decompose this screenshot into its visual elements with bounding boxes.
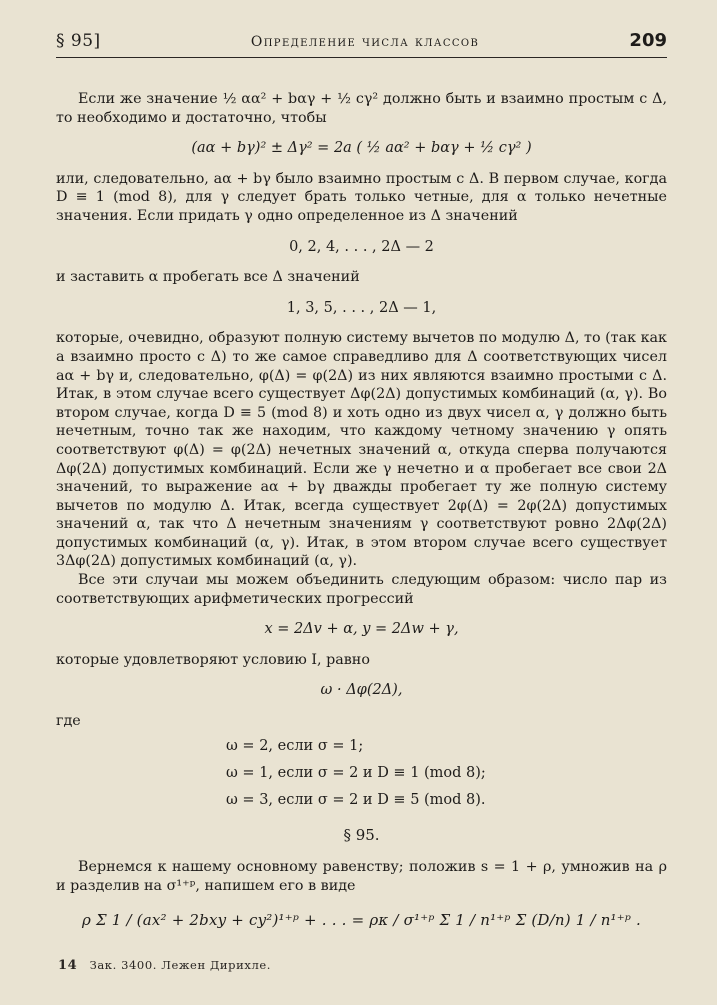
sheet-number: 14 bbox=[58, 958, 78, 973]
page-number: 209 bbox=[629, 30, 667, 51]
formula-3: 1, 3, 5, . . . , 2Δ — 1, bbox=[286, 299, 437, 316]
paragraph-7: Вернемся к нашему основному равенству; положив s = 1 + ρ, умножив на ρ и разделив на σ¹⁺ᵖ, напишем его в виде bbox=[56, 859, 667, 894]
case-2: ω = 1, если σ = 2 и D ≡ 1 (mod 8); bbox=[226, 764, 486, 781]
case-1: ω = 2, если σ = 1; bbox=[226, 737, 364, 754]
paragraph-5: Все эти случаи мы можем объединить следующим образом: число пар из соответствующих арифметических прогрессий bbox=[56, 572, 667, 607]
page-body bbox=[56, 90, 667, 930]
formula-2: 0, 2, 4, . . . , 2Δ — 2 bbox=[289, 238, 434, 255]
running-header bbox=[56, 24, 667, 58]
formula-5: ω · Δφ(2Δ), bbox=[320, 682, 403, 699]
paragraph-2: или, следовательно, aα + bγ было взаимно простым с Δ. В первом случае, когда D ≡ 1 (mod 8), для γ следует брать только четные, для α только нечетные значения. Если придать γ одно определенное из Δ значений bbox=[56, 170, 667, 224]
paragraph-3: и заставить α пробегать все Δ значений bbox=[56, 269, 360, 286]
paragraph-1: Если же значение ½ αα² + bαγ + ½ cγ² должно быть и взаимно простым с Δ, то необходимо и достаточно, чтобы bbox=[56, 91, 667, 126]
footer-text: Зак. 3400. Лежен Дирихле. bbox=[89, 958, 272, 972]
formula-4: x = 2Δv + α, y = 2Δw + γ, bbox=[264, 621, 459, 638]
cases-block bbox=[226, 733, 667, 814]
printer-footer bbox=[58, 958, 271, 973]
header-section: § 95] bbox=[56, 31, 101, 51]
where-label: где bbox=[56, 713, 81, 730]
header-title: Определение числа классов bbox=[250, 34, 480, 50]
paragraph-6: которые удовлетворяют условию I, равно bbox=[56, 651, 370, 668]
section-heading: § 95. bbox=[343, 825, 380, 844]
paragraph-4: которые, очевидно, образуют полную систему вычетов по модулю Δ, то (так как a взаимно просто с Δ) то же самое справедливо для Δ соответствующих чисел aα + bγ и, следовательно, φ(Δ) = φ(2Δ) из них являются взаимно простыми с Δ. Итак, в этом случае всего существует Δφ(2Δ) допустимых комбинаций (α, γ). Во втором случае, когда D ≡ 5 (mod 8) и хоть одно из двух чисел α, γ должно быть нечетным, точно так же находим, что каждому четному значению γ опять соответствуют φ(Δ) = φ(2Δ) нечетных значений α, откуда сперва получаются Δφ(2Δ) допустимых комбинаций. Если же γ нечетно и α пробегает все свои 2Δ значений, то выражение aα + bγ дважды пробегает ту же полную систему вычетов по модулю Δ. Итак, всегда существует 2φ(Δ) = 2φ(2Δ) допустимых значений α, так что Δ нечетным значениям γ соответствуют ровно 2Δφ(2Δ) допустимых комбинаций (α, γ). Итак, в этом втором случае всего существует 3Δφ(2Δ) допустимых комбинаций (α, γ). bbox=[56, 330, 667, 570]
case-3: ω = 3, если σ = 2 и D ≡ 5 (mod 8). bbox=[226, 791, 486, 808]
formula-6: ρ Σ 1 / (ax² + 2bxy + cy²)¹⁺ᵖ + . . . = ρκ / σ¹⁺ᵖ Σ 1 / n¹⁺ᵖ Σ (D/n) 1 / n¹⁺ᵖ . bbox=[81, 911, 642, 930]
formula-1: (aα + bγ)² ± Δγ² = 2a ( ½ aα² + bαγ + ½ cγ² ) bbox=[191, 140, 532, 157]
